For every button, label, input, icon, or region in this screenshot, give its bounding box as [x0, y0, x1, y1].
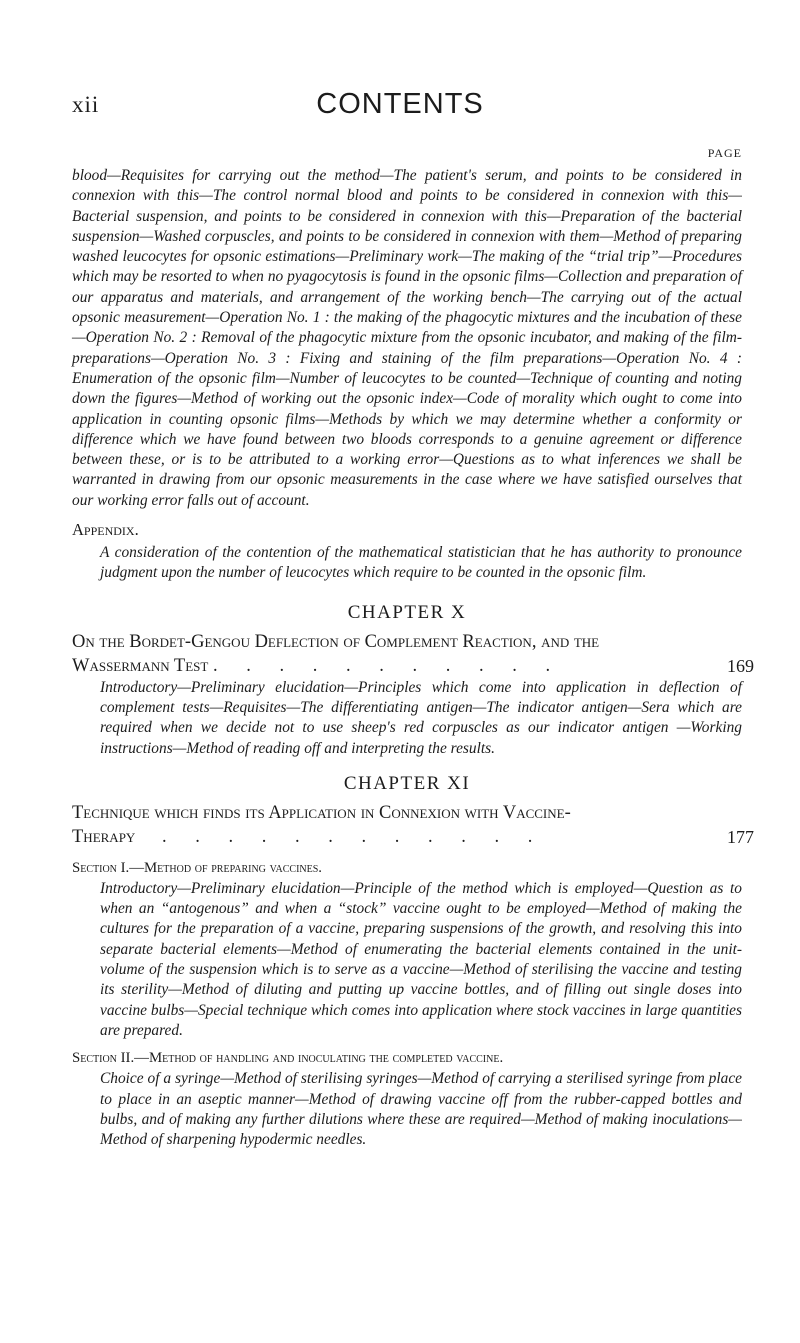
appendix-heading: Appendix.	[72, 520, 139, 540]
chapter11-leaders: . . . . . . . . . . . .	[161, 826, 545, 847]
section2-heading	[72, 1047, 742, 1069]
section1-heading	[72, 857, 742, 879]
chapter10-title-line2	[72, 654, 742, 678]
page-header	[0, 88, 800, 132]
chapter10-title-line1: On the Bordet-Gengou Deflection of Complement Reaction, and the	[72, 631, 600, 652]
section2-label: Section II.—Method of handling and inoculating the completed vaccine.	[72, 1050, 504, 1067]
appendix-summary: A consideration of the contention of the mathematical statistician that he has authority to pronounce judgment upon the number of leucocytes which require to be counted in the opsonic film.	[100, 544, 742, 582]
chapter11-page-number: 177	[727, 826, 754, 847]
chapter11-title-line1: Technique which finds its Application in Connexion with Vaccine-	[72, 802, 571, 823]
page-number: xii	[72, 92, 100, 117]
chapter10-title-line2-text: Wassermann Test	[72, 655, 209, 676]
page-column-label: PAGE	[707, 146, 742, 160]
chapter10-leaders: . . . . . . . . . . .	[212, 655, 563, 676]
chapter10-title[interactable]	[72, 630, 754, 678]
chapter11-title-line2	[72, 825, 742, 849]
chapter10-summary: Introductory—Preliminary elucidation—Principles which come into application in deflection of complement tests—Requisites—The differentiating antigen—The indicator antigen—Sera which are required when we decide not to use sheep's red corpuscles as our indicator antigen —Working instructions—Method of reading off and interpreting the results.	[100, 678, 742, 757]
running-title: CONTENTS	[316, 88, 484, 120]
chapter9-summary-continued: blood—Requisites for carrying out the method—The patient's serum, and points to be considered in connexion with this—The control normal blood and points to be considered in connexion with this—Bacterial suspension, and points to be considered in connexion with this—Preparation of the bacterial suspension—Washed corpuscles, and points to be considered in connexion with them—Method of preparing washed leucocytes for opsonic estimations—Preliminary work—The making of the “trial trip”—Procedures which may be resorted to when no pyagocytosis is found in the opsonic films—Collection and preparation of our apparatus and materials, and arrangement of the working bench—The carrying out of the actual opsonic measurement—Operation No. 1 : the making of the phagocytic mixtures and the incubation of these—Operation No. 2 : Removal of the phagocytic mixture from the opsonic incubator, and making of the film-preparations—Operation No. 3 : Fixing and staining of the film preparations—Operation No. 4 : Enumeration of the opsonic film—Number of leucocytes to be counted—Technique of counting and noting down the figures—Method of working out the opsonic index—Code of morality which ought to come into application in counting opsonic films—Methods by which we may determine whether a conformity or difference which we have found between two bloods corresponds to a genuine agreement or difference between these, or is to be attributed to a working error—Questions as to what inferences we shall be warranted in drawing from our opsonic measurements in the case where we have satisfied ourselves that our working error falls out of account.	[72, 167, 742, 509]
section2-summary: Choice of a syringe—Method of sterilising syringes—Method of carrying a sterilised syringe from place to place in an aseptic manner—Method of drawing vaccine off from the rubber-capped bottles and bulbs, and of making any further dilutions where these are required—Method of making inoculations—Method of sharpening hypodermic needles.	[100, 1070, 742, 1149]
contents-body	[72, 166, 754, 1150]
chapter11-title-line2-text: Therapy	[72, 826, 136, 847]
chapter11-title[interactable]	[72, 801, 754, 849]
section1-summary: Introductory—Preliminary elucidation—Principle of the method which is employed—Question as to when an “antogenous” and when a “stock” vaccine ought to be employed—Method of making the cultures for the preparation of a vaccine, preparing suspensions of the growth, and resolving this into separate bacterial elements—Method of enumerating the bacterial elements contained in the unit-volume of the suspension which is to serve as a vaccine—Method of sterilising the vaccine and testing its sterility—Method of diluting and putting up vaccine bottles, and of filling out single doses into vaccine bulbs—Special technique which comes into application where stock vaccines in large quantities are prepared.	[100, 879, 742, 1039]
section1-label: Section I.—Method of preparing vaccines.	[72, 859, 322, 876]
chapter10-page-number: 169	[727, 655, 754, 676]
chapter10-heading: CHAPTER X	[347, 601, 467, 623]
chapter11-heading: CHAPTER XI	[343, 772, 471, 794]
